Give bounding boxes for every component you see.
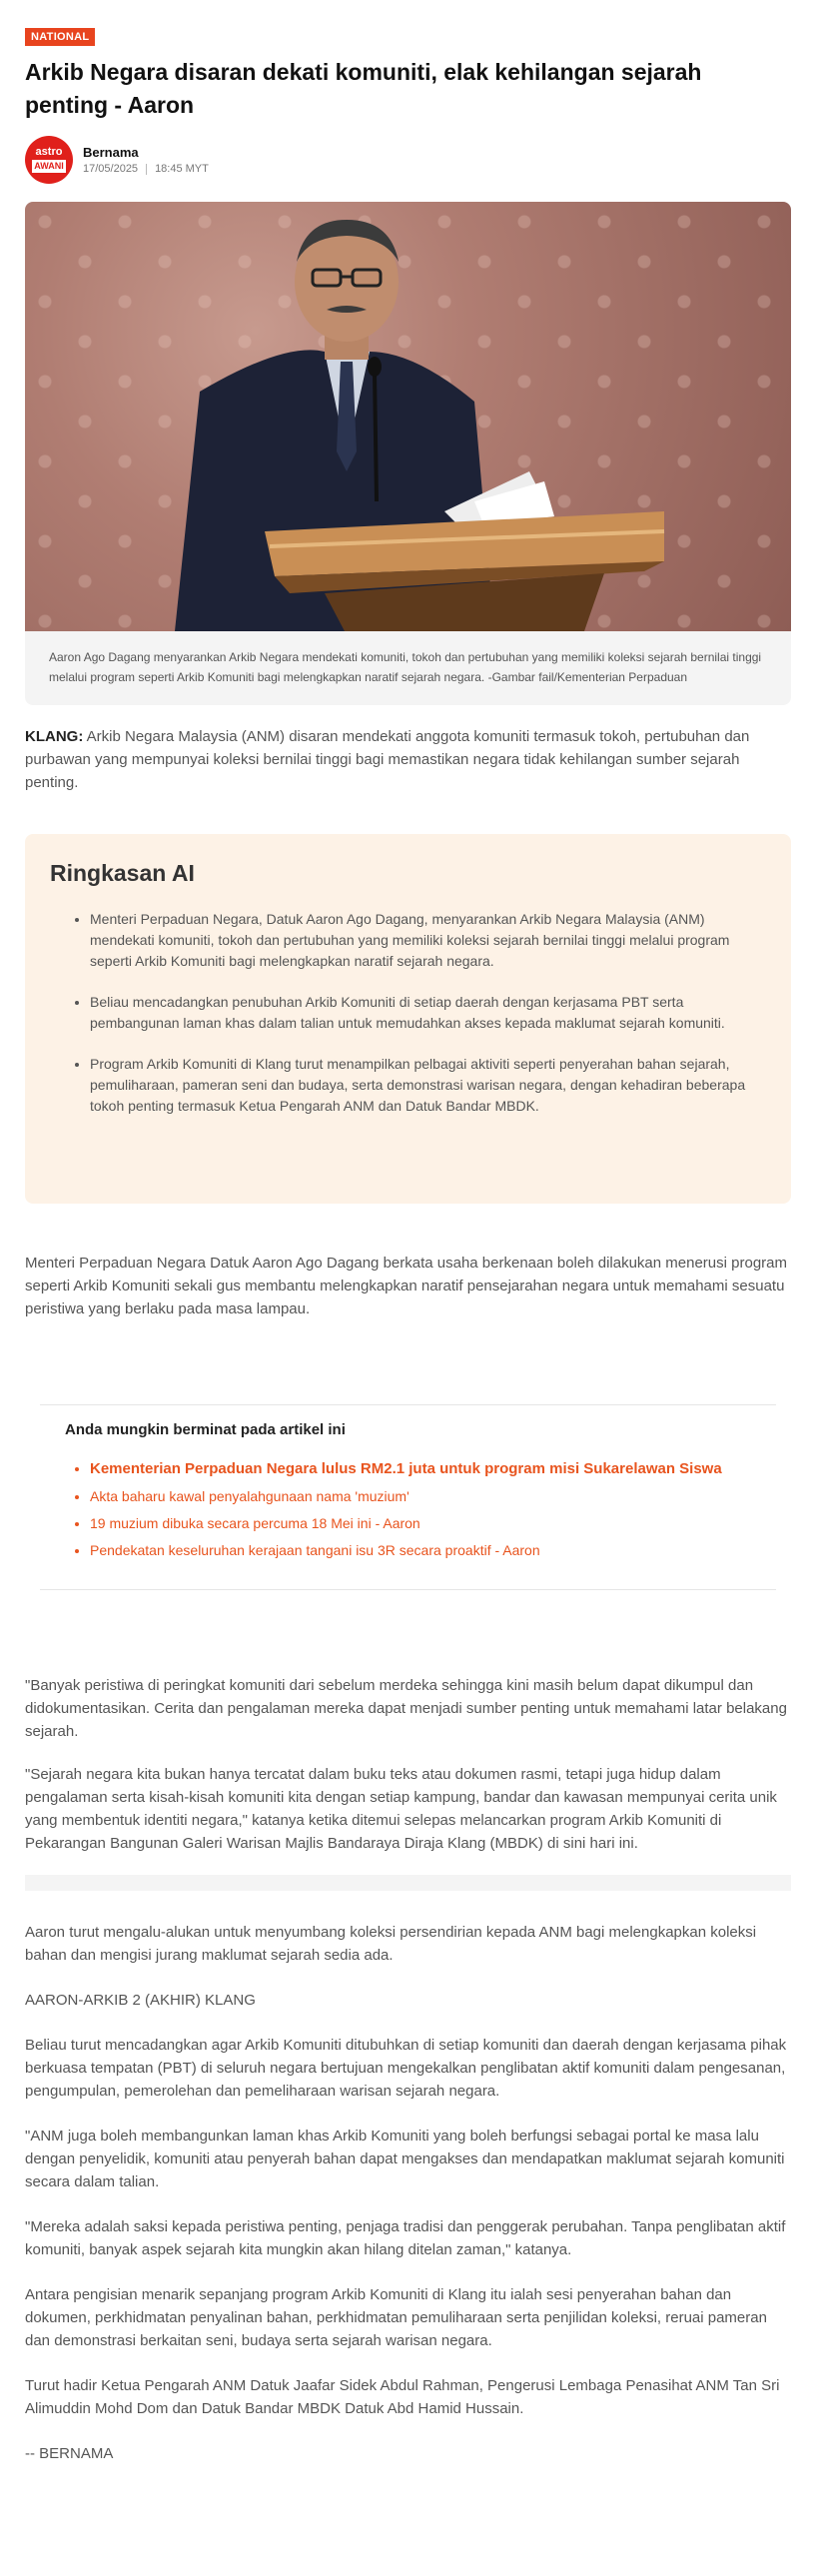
ai-summary-item: • Menteri Perpaduan Negara, Datuk Aaron Ago Dagang, menyarankan Arkib Negara Malaysia (ANM) mendekati komuniti, tokoh dan pertubuhan yang memiliki koleksi sejarah bernilai tinggi melalui program seperti Arkib Komuniti bagi melengkapkan naratif sejarah negara. [90, 909, 766, 972]
dateline: KLANG: [25, 728, 84, 745]
publish-time: 18:45 MYT [155, 163, 209, 175]
article-title: Arkib Negara disaran dekati komuniti, elak kehilangan sejarah penting - Aaron [25, 59, 702, 118]
recommended-title: Anda mungkin berminat pada artikel ini [65, 1421, 346, 1438]
hero-image[interactable] [25, 202, 791, 631]
hero-speaker-illustration [25, 202, 791, 631]
recommended-link[interactable]: Kementerian Perpaduan Negara lulus RM2.1 juta untuk program misi Sukarelawan Siswa [90, 1460, 722, 1477]
body-paragraph: "Banyak peristiwa di peringkat komuniti dari sebelum merdeka sehingga kini masih belum dapat dikumpul dan didokumentasikan. Cerita dan pengalaman mereka dapat menjadi sumber penting untuk memahami latar belakang sejarah. [25, 1677, 787, 1740]
body-paragraph: AARON-ARKIB 2 (AKHIR) KLANG [25, 1992, 256, 2009]
avatar-brand-bottom: AWANI [34, 161, 64, 171]
recommended-list [65, 1460, 751, 1558]
ai-summary-list [50, 909, 766, 1117]
ad-placeholder [25, 1875, 791, 1891]
author-name[interactable]: Bernama [83, 145, 139, 160]
recommended-item [90, 1460, 751, 1477]
publish-date: 17/05/2025 [83, 163, 139, 175]
recommended-item [90, 1542, 751, 1558]
ai-summary-box [25, 834, 791, 1204]
body-paragraph: Turut hadir Ketua Pengarah ANM Datuk Jaafar Sidek Abdul Rahman, Pengerusi Lembaga Penasihat ANM Tan Sri Alimuddin Mohd Dom dan Datuk Bandar MBDK Datuk Abd Hamid Hussain. [25, 2377, 780, 2417]
body-paragraph: "Sejarah negara kita bukan hanya tercatat dalam buku teks atau dokumen rasmi, tetapi juga hidup dalam pengalaman serta kisah-kisah komuniti kita dengan setiap kampung, bandar dan kawasan mempunyai cerita unik yang membentuk identiti negara," katanya ketika ditemui selepas melancarkan program Arkib Komuniti di Pekarangan Bangunan Galeri Warisan Majlis Bandaraya Diraja Klang (MBDK) di sini hari ini. [25, 1766, 777, 1852]
source-credit: -- BERNAMA [25, 2445, 114, 2462]
lead-text: Arkib Negara Malaysia (ANM) disaran mendekati anggota komuniti termasuk tokoh, pertubuhan dan purbawan yang mempunyai koleksi bernilai tinggi bagi memastikan negara tidak kehilangan sumber sejarah penting. [25, 728, 750, 791]
lead-paragraph [25, 725, 791, 794]
body-paragraph: "Mereka adalah saksi kepada peristiwa penting, penjaga tradisi dan penggerak perubahan. Tanpa penglibatan aktif komuniti, banyak aspek sejarah kita mungkin akan hilang ditelan zaman," katanya. [25, 2218, 786, 2258]
ai-summary-title: Ringkasan AI [50, 860, 195, 886]
ai-summary-item: • Program Arkib Komuniti di Klang turut menampilkan pelbagai aktiviti seperti penyerahan bahan sejarah, pemuliharaan, pameran seni dan budaya, serta demonstrasi warisan negara, dengan kehadiran beberapa tokoh penting termasuk Ketua Pengarah ANM dan Datuk Bandar MBDK. [90, 1054, 766, 1117]
recommended-item [90, 1515, 751, 1531]
avatar-brand-top: astro [35, 146, 63, 158]
ai-summary-item: • Beliau mencadangkan penubuhan Arkib Komuniti di setiap daerah dengan kerjasama PBT serta pembangunan laman khas dalam talian untuk memudahkan akses kepada maklumat sejarah komuniti. [90, 992, 766, 1034]
body-paragraph: "ANM juga boleh membangunkan laman khas Arkib Komuniti yang boleh berfungsi sebagai portal ke masa lalu dengan penyelidik, komuniti atau penyerah bahan dapat mengakses dan mendapatkan maklumat sejarah komuniti secara dalam talian. [25, 2128, 785, 2190]
recommended-item [90, 1488, 751, 1504]
recommended-link[interactable]: Akta baharu kawal penyalahgunaan nama 'muzium' [90, 1488, 409, 1504]
body-paragraph: Antara pengisian menarik sepanjang program Arkib Komuniti di Klang itu ialah sesi penyerahan bahan dan dokumen, perkhidmatan penyalinan bahan, perkhidmatan pemuliharaan serta penjilidan koleksi, reruai pameran dan demonstrasi berkaitan seni, budaya serta sejarah warisan negara. [25, 2286, 767, 2349]
publish-meta [83, 163, 209, 175]
recommended-link[interactable]: 19 muzium dibuka secara percuma 18 Mei ini - Aaron [90, 1515, 420, 1531]
body-paragraph: Aaron turut mengalu-alukan untuk menyumbang koleksi persendirian kepada ANM bagi melengkapkan koleksi bahan dan mengisi jurang maklumat sejarah sedia ada. [25, 1924, 757, 1964]
body-paragraph: Beliau turut mencadangkan agar Arkib Komuniti ditubuhkan di setiap komuniti dan daerah dengan kerjasama pihak berkuasa tempatan (PBT) di seluruh negara bertujuan mengekalkan penglibatan aktif komuniti dalam pengesanan, pengumpulan, pemerolehan dan pemeliharaan warisan sejarah negara. [25, 2037, 787, 2100]
recommended-articles [40, 1404, 776, 1590]
byline-meta [83, 145, 209, 175]
body-paragraph: Menteri Perpaduan Negara Datuk Aaron Ago Dagang berkata usaha berkenaan boleh dilakukan menerusi program seperti Arkib Komuniti sekali gus membantu melengkapkan naratif pensejarahan negara untuk memahami sesuatu peristiwa yang berlaku pada masa lampau. [25, 1255, 787, 1317]
recommended-link[interactable]: Pendekatan keseluruhan kerajaan tangani isu 3R secara proaktif - Aaron [90, 1542, 540, 1558]
image-caption: Aaron Ago Dagang menyarankan Arkib Negara mendekati komuniti, tokoh dan pertubuhan yang memiliki koleksi sejarah bernilai tinggi melalui program seperti Arkib Komuniti bagi melengkapkan naratif sejarah negara. -Gambar fail/Kementerian Perpaduan [25, 631, 791, 705]
byline [25, 136, 791, 184]
author-avatar[interactable] [25, 136, 73, 184]
meta-divider [146, 164, 147, 175]
category-tag[interactable]: NATIONAL [25, 28, 95, 46]
